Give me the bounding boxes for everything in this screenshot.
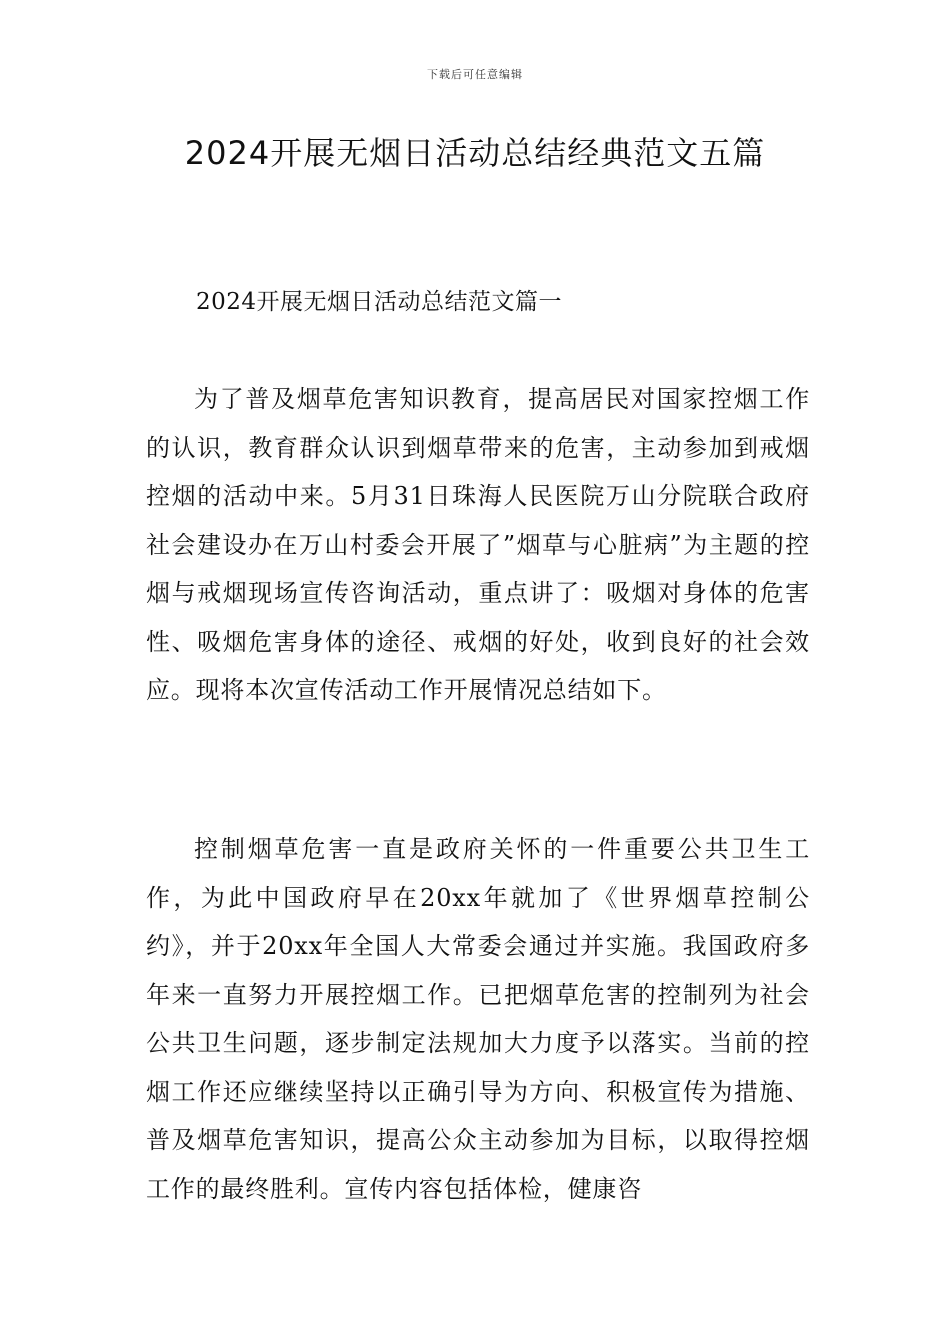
header-note: 下载后可任意编辑 (427, 68, 523, 81)
document-title: 2024开展无烟日活动总结经典范文五篇 (184, 134, 766, 172)
body-paragraph-1: 为了普及烟草危害知识教育，提高居民对国家控烟工作的认识，教育群众认识到烟草带来的危害，主动参加到戒烟控烟的活动中来。5月31日珠海人民医院万山分院联合政府社会建设办在万山村委会开展了”烟草与心脏病”为主题的控烟与戒烟现场宣传咨询活动，重点讲了：吸烟对身体的危害性、吸烟危害身体的途径、戒烟的好处，收到良好的社会效应。现将本次宣传活动工作开展情况总结如下。 (146, 385, 810, 704)
body-paragraph-2: 控制烟草危害一直是政府关怀的一件重要公共卫生工作，为此中国政府早在20xx年就加了《世界烟草控制公约》，并于20xx年全国人大常委会通过并实施。我国政府多年来一直努力开展控烟工作。已把烟草危害的控制列为社会公共卫生问题，逐步制定法规加大力度予以落实。当前的控烟工作还应继续坚持以正确引导为方向、积极宣传为措施、普及烟草危害知识，提高公众主动参加为目标，以取得控烟工作的最终胜利。宣传内容包括体检，健康咨 (146, 835, 810, 1203)
section-heading: 2024开展无烟日活动总结范文篇一 (196, 289, 563, 315)
